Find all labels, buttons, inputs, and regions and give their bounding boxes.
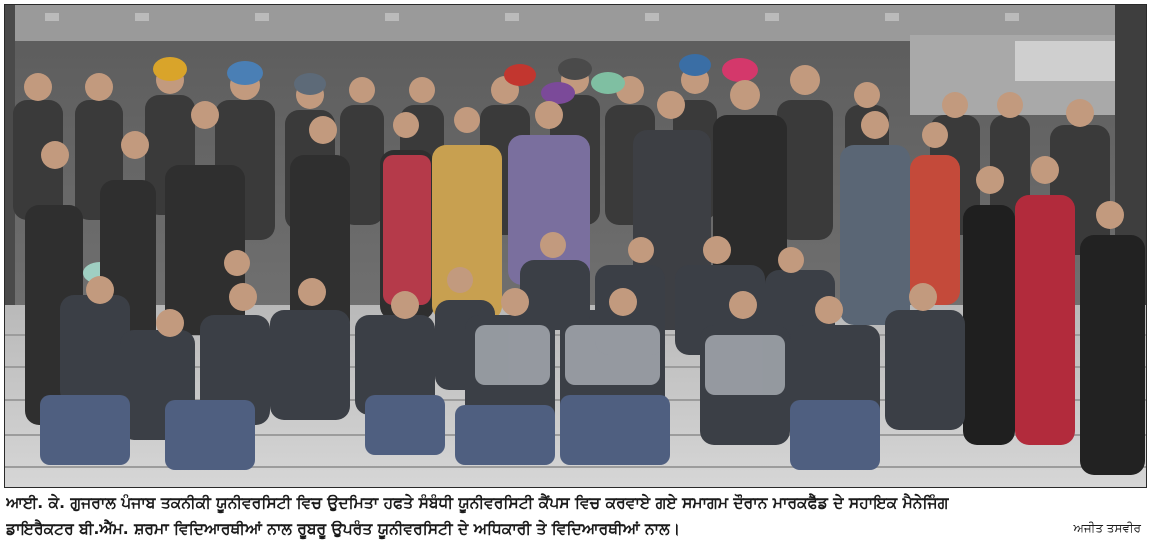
photo-credit: ਅਜੀਤ ਤਸਵੀਰ bbox=[1068, 521, 1142, 536]
photo-caption bbox=[6, 490, 1144, 548]
caption-line-2: ਡਾਇਰੈਕਟਰ ਬੀ.ਐੱਮ. ਸ਼ਰਮਾ ਵਿਦਿਆਰਥੀਆਂ ਨਾਲ ਰੂਬਰੂ ਉਪਰੰਤ ਯੂਨੀਵਰਸਿਟੀ ਦੇ ਅਧਿਕਾਰੀ ਤੇ ਵਿਦਿਆਰਥੀਆਂ ਨਾਲ। bbox=[6, 520, 681, 538]
group-photo-image bbox=[5, 5, 1146, 487]
group-photo bbox=[4, 4, 1147, 488]
caption-line-1: ਆਈ. ਕੇ. ਗੁਜਰਾਲ ਪੰਜਾਬ ਤਕਨੀਕੀ ਯੂਨੀਵਰਸਿਟੀ ਵਿਚ ਉਦਮਿਤਾ ਹਫਤੇ ਸੰਬੰਧੀ ਯੂਨੀਵਰਸਿਟੀ ਕੈਂਪਸ ਵਿਚ ਕਰਵਾਏ ਗਏ ਸਮਾਗਮ ਦੌਰਾਨ ਮਾਰਕਫੈੱਡ ਦੇ ਸਹਾਇਕ ਮੈਨੇਜਿੰਗ bbox=[6, 494, 949, 512]
